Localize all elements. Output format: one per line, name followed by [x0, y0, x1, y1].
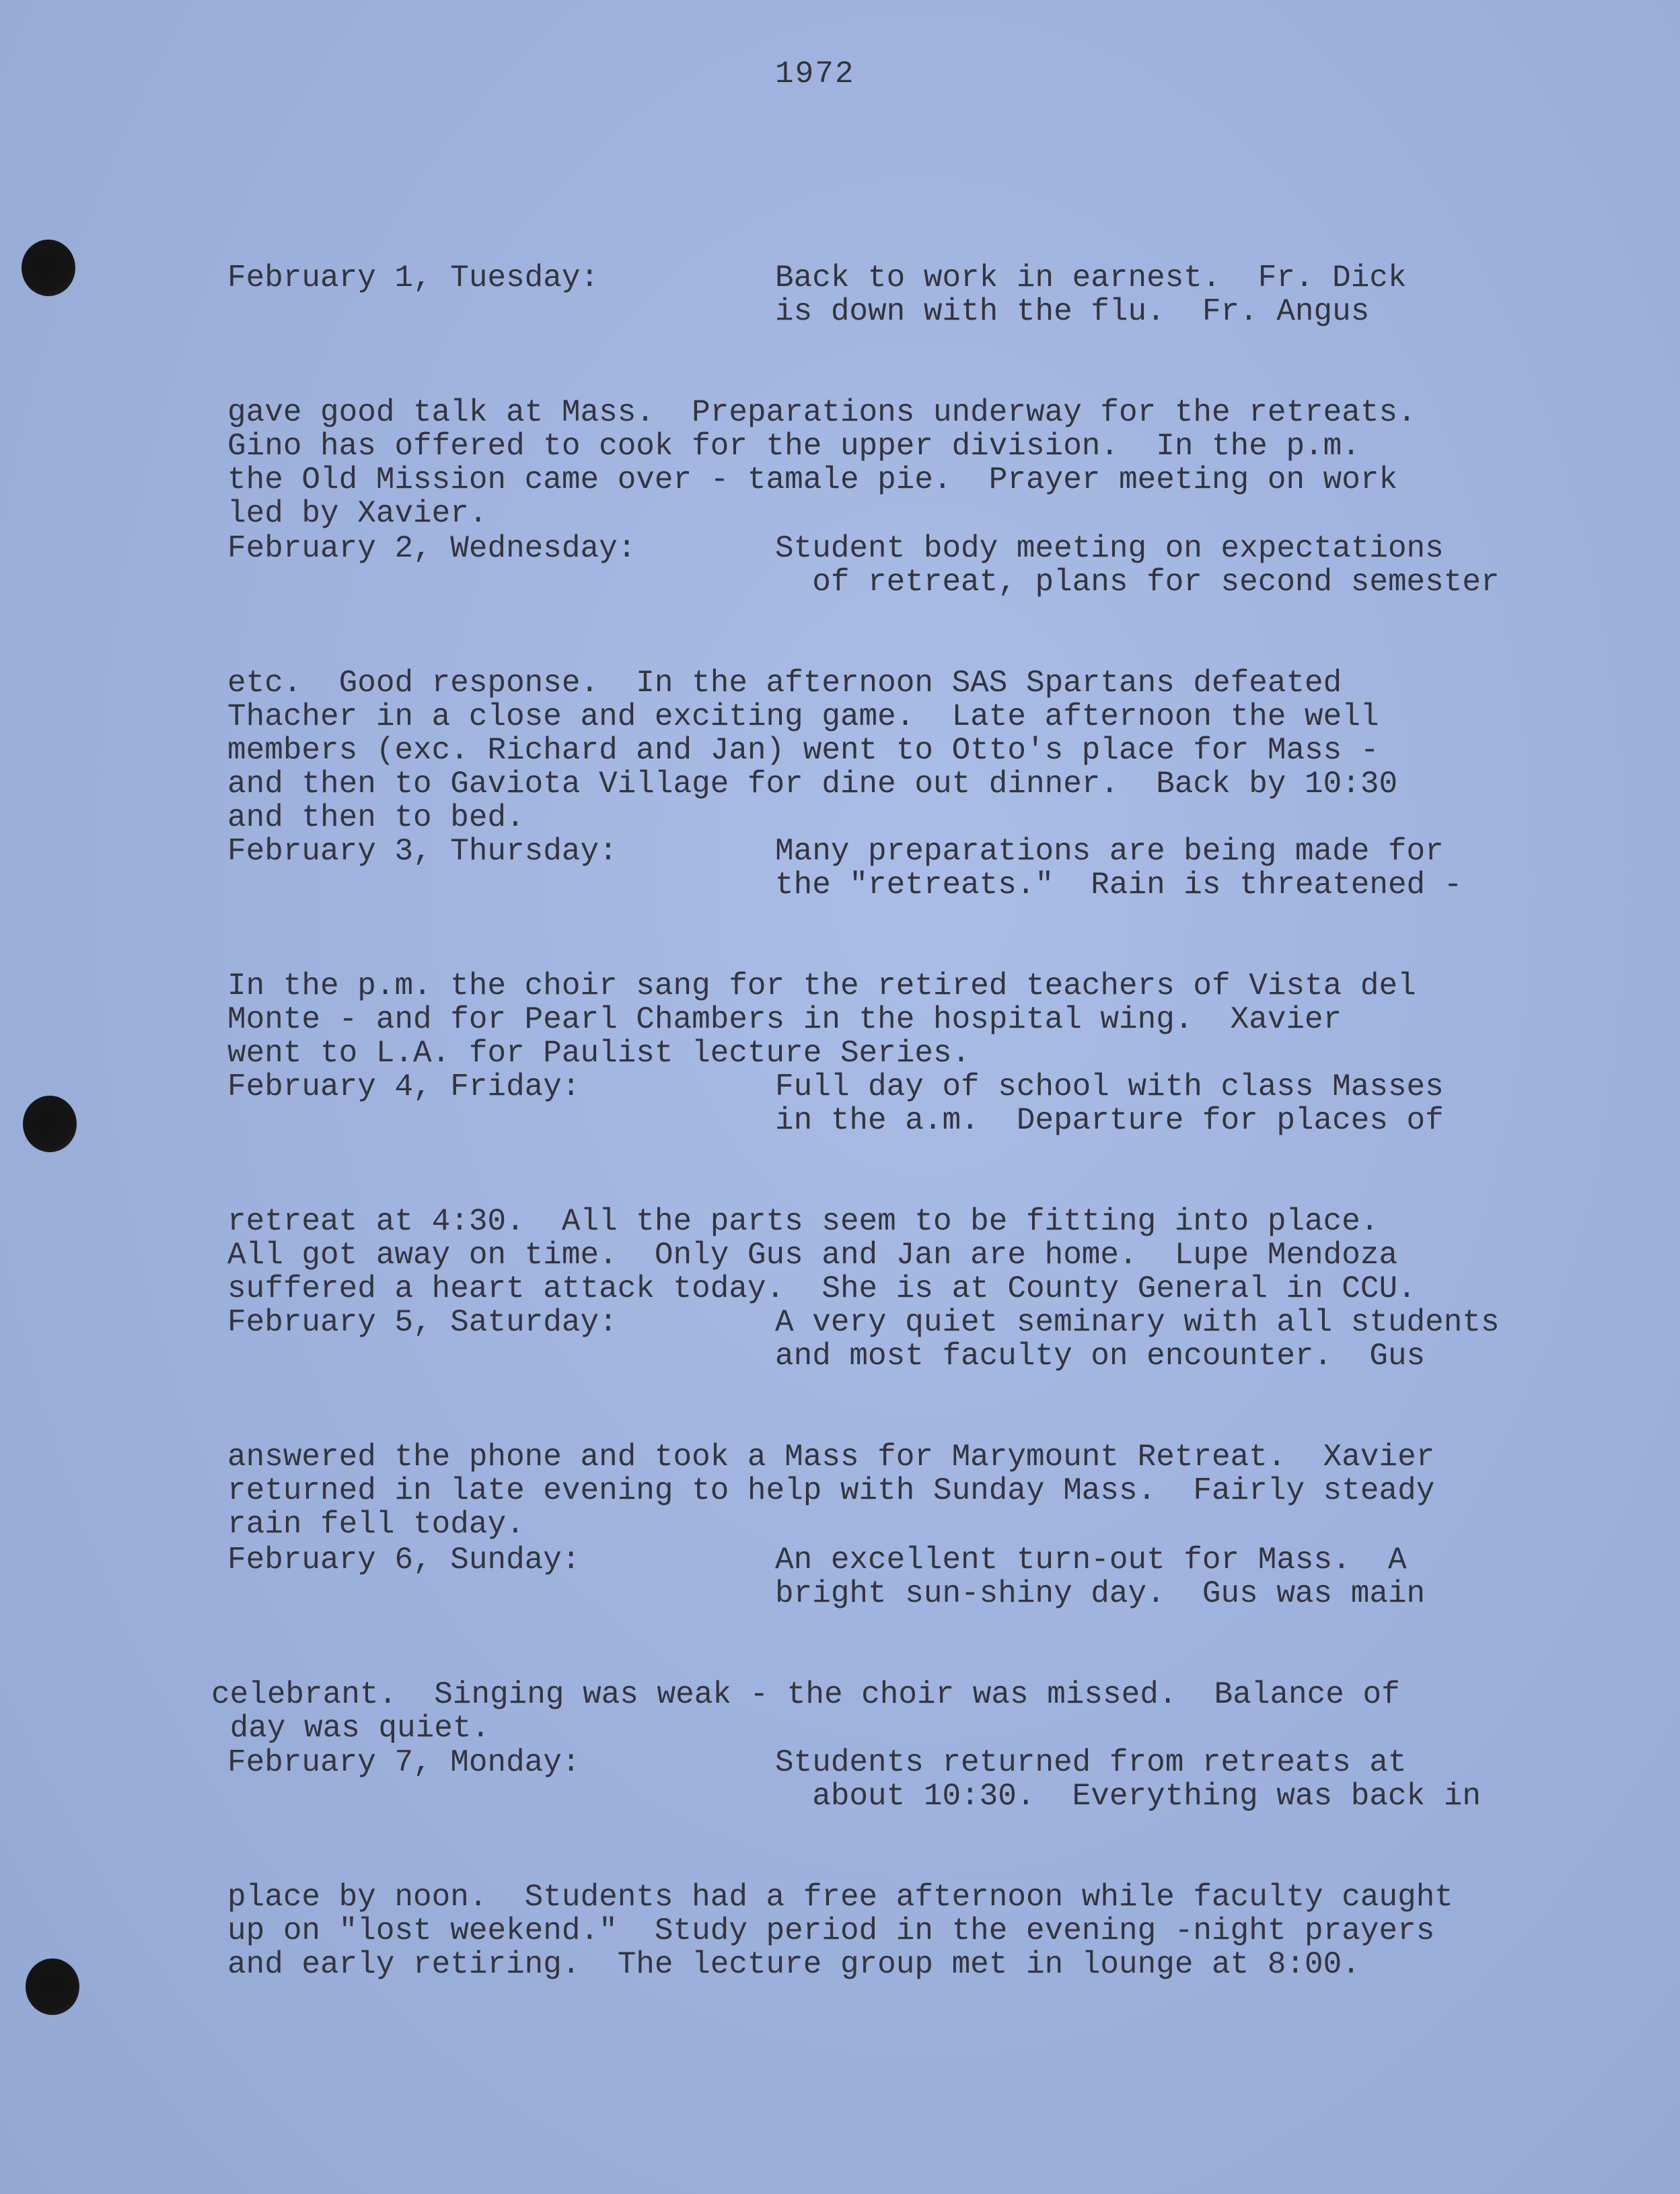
journal-entry — [227, 1678, 1586, 2049]
entry-body: retreat at 4:30. All the parts seem to be fitting into place. All got away on time. Only Gus and Jan are home. Lupe Mendoza suffered a heart attack today. She is at County General in CCU. — [227, 1204, 1416, 1306]
entry-body: etc. Good response. In the afternoon SAS Spartans defeated Thacher in a close and exciting game. Late afternoon the well members (exc. Richard and Jan) went to Otto's place for Mass - and then to Gaviota Village for dine out dinner. Back by 10:30 and then to bed. — [227, 666, 1398, 835]
entry-first-lines: Students returned from retreats at about 10:30. Everything was back in — [775, 1745, 1481, 1814]
entry-first-lines: An excellent turn-out for Mass. A bright sun-shiny day. Gus was main — [775, 1543, 1426, 1611]
entry-date: February 4, Friday: — [227, 1069, 581, 1104]
entry-date: February 1, Tuesday: — [227, 260, 599, 295]
entry-first-lines: Back to work in earnest. Fr. Dick is down with the flu. Fr. Angus — [775, 260, 1407, 329]
entry-first-lines: Many preparations are being made for the "retreats." Rain is threatened - — [775, 834, 1463, 903]
binder-hole-middle — [23, 1096, 77, 1152]
entry-body: In the p.m. the choir sang for the retired teachers of Vista del Monte - and for Pearl Chambers in the hospital wing. Xavier went to L.A. for Paulist lecture Series. — [227, 968, 1416, 1071]
entry-date: February 6, Sunday: — [227, 1543, 581, 1578]
entry-date: February 5, Saturday: — [227, 1305, 618, 1340]
entry-date: February 7, Monday: — [227, 1745, 581, 1780]
entry-first-lines: A very quiet seminary with all students and most faculty on encounter. Gus — [775, 1305, 1500, 1374]
entry-body: answered the phone and took a Mass for Marymount Retreat. Xavier returned in late evening to help with Sunday Mass. Fairly steady rain fell today. — [227, 1440, 1435, 1542]
binder-hole-top — [22, 240, 75, 296]
binder-hole-bottom — [26, 1958, 79, 2015]
entry-first-lines: Student body meeting on expectations of retreat, plans for second semester — [775, 531, 1500, 600]
entry-body: celebrant. Singing was weak - the choir was missed. Balance of day was quiet. — [211, 1677, 1400, 1746]
entry-body: place by noon. Students had a free afternoon while faculty caught up on "lost weekend." Study period in the evening -night prayers and early retiring. The lecture group met in lounge at 8:00. — [227, 1880, 1453, 1982]
entry-first-lines: Full day of school with class Masses in the a.m. Departure for places of — [775, 1069, 1444, 1138]
page-year-header: 1972 — [775, 57, 855, 92]
entry-date: February 2, Wednesday: — [227, 531, 636, 566]
entry-date: February 3, Thursday: — [227, 834, 618, 869]
entry-body: gave good talk at Mass. Preparations underway for the retreats. Gino has offered to cook for the upper division. In the p.m. the Old Mission came over - tamale pie. Prayer meeting on work led by Xavier. — [227, 395, 1416, 531]
